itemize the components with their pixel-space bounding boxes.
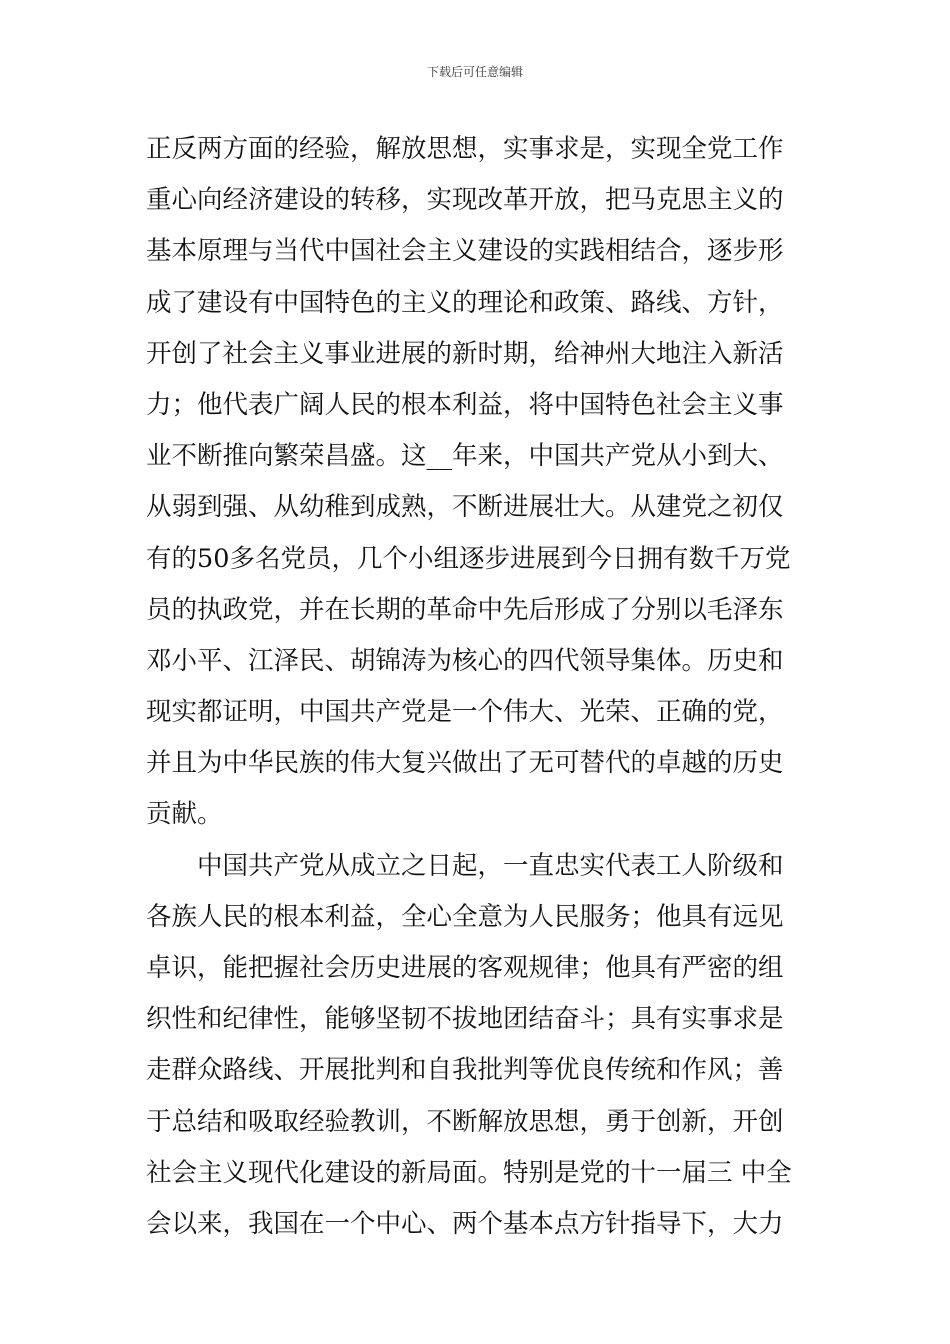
text-line: 现实都证明，中国共产党是一个伟大、光荣、正确的党， bbox=[146, 697, 784, 728]
text-line: 开创了社会主义事业进展的新时期，给神州大地注入新活 bbox=[146, 338, 784, 369]
paragraph-2 bbox=[146, 841, 811, 1251]
text-line: 织性和纪律性，能够坚韧不拔地团结奋斗；具有实事求是 bbox=[146, 1004, 784, 1035]
text-line: 从弱到强、从幼稚到成熟，不断进展壮大。从建党之初仅 bbox=[146, 492, 784, 523]
text-line: 力；他代表广阔人民的根本利益，将中国特色社会主义事 bbox=[146, 389, 784, 420]
text-line: 社会主义现代化建设的新局面。特别是党的十一届三 中全 bbox=[146, 1157, 792, 1188]
text-line: 员的执政党，并在长期的革命中先后形成了分别以毛泽东 bbox=[146, 594, 784, 625]
text-line: 业不断推向繁荣昌盛。这__年来，中国共产党从小到大、 bbox=[146, 441, 784, 472]
text-line: 中国共产党从成立之日起，一直忠实代表工人阶级和 bbox=[146, 850, 784, 881]
text-line: 于总结和吸取经验教训，不断解放思想，勇于创新，开创 bbox=[146, 1106, 784, 1137]
text-line: 正反两方面的经验，解放思想，实事求是，实现全党工作 bbox=[146, 134, 784, 164]
text-line: 成了建设有中国特色的主义的理论和政策、路线、方针， bbox=[146, 287, 784, 318]
page-header: 下载后可任意编辑 bbox=[426, 65, 523, 79]
text-line: 各族人民的根本利益，全心全意为人民服务；他具有远见 bbox=[146, 901, 784, 932]
text-line: 并且为中华民族的伟大复兴做出了无可替代的卓越的历史 bbox=[146, 748, 784, 779]
text-line: 走群众路线、开展批判和自我批判等优良传统和作风；善 bbox=[146, 1055, 784, 1086]
paragraph-1 bbox=[146, 124, 811, 841]
text-line: 重心向经济建设的转移，实现改革开放，把马克思主义的 bbox=[146, 185, 784, 216]
text-line: 卓识，能把握社会历史进展的客观规律；他具有严密的组 bbox=[146, 953, 784, 983]
text-line: 基本原理与当代中国社会主义建设的实践相结合，逐步形 bbox=[146, 236, 784, 267]
document-body bbox=[146, 124, 811, 1250]
text-line: 有的50多名党员，几个小组逐步进展到今日拥有数千万党 bbox=[146, 543, 791, 574]
text-line: 贡献。 bbox=[146, 799, 223, 830]
text-line: 邓小平、江泽民、胡锦涛为核心的四代领导集体。历史和 bbox=[146, 645, 784, 676]
text-line: 会以来，我国在一个中心、两个基本点方针指导下，大力 bbox=[146, 1208, 784, 1239]
